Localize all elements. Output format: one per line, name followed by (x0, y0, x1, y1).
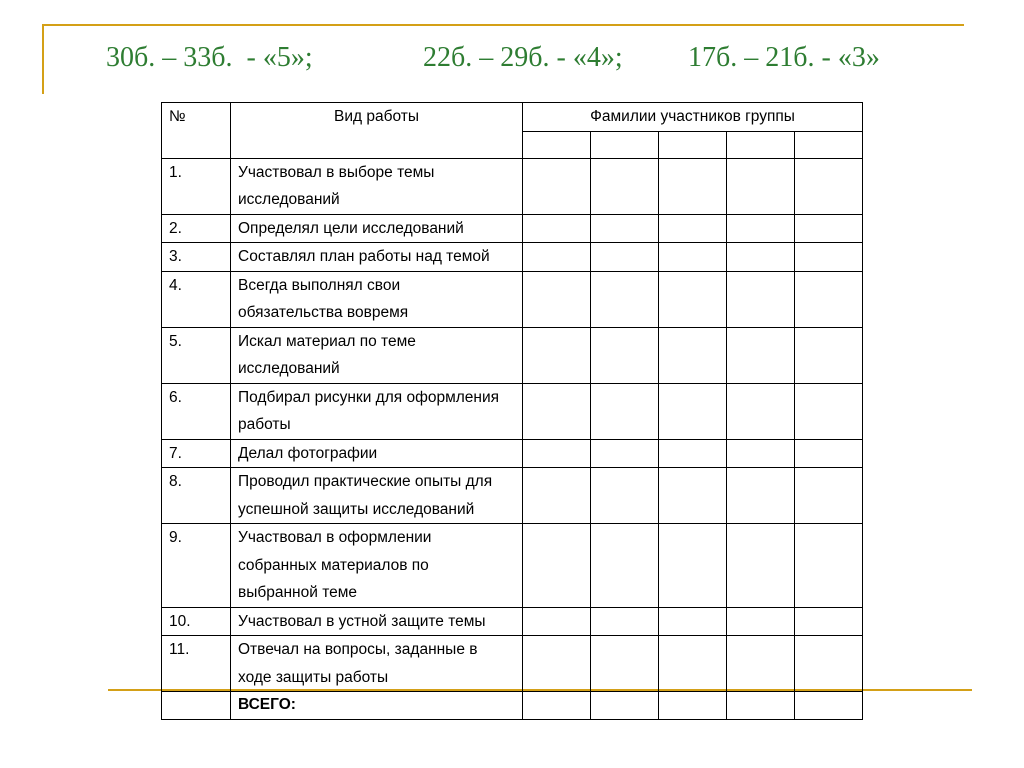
table-row (162, 636, 863, 692)
score-cell[interactable] (727, 158, 795, 214)
work-type-text: Подбирал рисунки для оформления (238, 388, 500, 406)
score-cell[interactable] (523, 383, 591, 439)
score-cell[interactable] (795, 383, 863, 439)
score-cell[interactable] (523, 243, 591, 272)
row-number: 3. (162, 243, 231, 272)
participant-name-cell[interactable] (795, 131, 863, 158)
participant-name-cell[interactable] (523, 131, 591, 158)
score-cell[interactable] (727, 439, 795, 468)
score-cell[interactable] (523, 468, 591, 524)
work-type-cell (231, 271, 523, 327)
score-cell[interactable] (795, 327, 863, 383)
work-type-cell (231, 243, 523, 272)
score-cell[interactable] (795, 607, 863, 636)
score-cell[interactable] (659, 439, 727, 468)
table-row (162, 214, 863, 243)
score-cell[interactable] (523, 607, 591, 636)
table-row (162, 243, 863, 272)
total-score-cell[interactable] (591, 692, 659, 720)
participant-name-cell[interactable] (659, 131, 727, 158)
grading-scale-title (0, 42, 1024, 82)
total-row (162, 692, 863, 720)
grade-4-range: 22б. – 29б. - «4»; (423, 42, 623, 73)
total-num-cell (162, 692, 231, 720)
row-number: 7. (162, 439, 231, 468)
score-cell[interactable] (659, 271, 727, 327)
score-cell[interactable] (591, 383, 659, 439)
score-cell[interactable] (795, 158, 863, 214)
work-type-cell (231, 607, 523, 636)
work-type-cell (231, 158, 523, 214)
score-cell[interactable] (659, 158, 727, 214)
row-number: 4. (162, 271, 231, 327)
row-number: 8. (162, 468, 231, 524)
header-work-type: Вид работы (231, 103, 523, 159)
work-type-text: исследований (238, 360, 340, 377)
work-type-text: выбранной теме (238, 584, 358, 601)
score-cell[interactable] (795, 439, 863, 468)
score-cell[interactable] (659, 468, 727, 524)
score-cell[interactable] (727, 636, 795, 692)
score-cell[interactable] (659, 607, 727, 636)
work-type-text: собранных материалов по (238, 556, 429, 574)
work-type-text: Участвовал в устной защите темы (238, 612, 486, 630)
total-label: ВСЕГО: (231, 692, 523, 720)
score-cell[interactable] (591, 243, 659, 272)
score-cell[interactable] (727, 327, 795, 383)
work-type-text: Определял цели исследований (238, 219, 464, 237)
score-cell[interactable] (659, 383, 727, 439)
table-row (162, 524, 863, 608)
header-num: № (162, 103, 231, 159)
table-row (162, 271, 863, 327)
score-cell[interactable] (795, 524, 863, 608)
score-cell[interactable] (523, 327, 591, 383)
work-type-text: Отвечал на вопросы, заданные в (238, 641, 478, 658)
score-cell[interactable] (659, 214, 727, 243)
score-cell[interactable] (727, 524, 795, 608)
score-cell[interactable] (659, 636, 727, 692)
work-type-text: ходе защиты работы (238, 668, 389, 686)
score-cell[interactable] (727, 243, 795, 272)
table-row (162, 158, 863, 214)
score-cell[interactable] (523, 439, 591, 468)
work-type-text: успешной защиты исследований (238, 500, 475, 518)
work-type-text: Составлял план работы над темой (238, 248, 490, 265)
score-cell[interactable] (591, 271, 659, 327)
grade-5-range: 30б. – 33б. - «5»; (106, 42, 313, 73)
work-type-text: Проводил практические опыты для (238, 473, 493, 490)
score-cell[interactable] (659, 243, 727, 272)
score-cell[interactable] (795, 271, 863, 327)
work-type-cell (231, 439, 523, 468)
frame-top-line (42, 24, 964, 26)
work-type-cell (231, 383, 523, 439)
work-type-text: Всегда выполнял свои (238, 276, 401, 294)
score-cell[interactable] (591, 158, 659, 214)
work-type-cell (231, 468, 523, 524)
total-score-cell[interactable] (523, 692, 591, 720)
work-type-text: работы (238, 416, 291, 433)
score-cell[interactable] (795, 243, 863, 272)
score-cell[interactable] (523, 524, 591, 608)
score-cell[interactable] (727, 383, 795, 439)
row-number: 11. (162, 636, 231, 692)
score-cell[interactable] (591, 327, 659, 383)
total-score-cell[interactable] (659, 692, 727, 720)
row-number: 2. (162, 214, 231, 243)
total-score-cell[interactable] (795, 692, 863, 720)
participant-name-cell[interactable] (727, 131, 795, 158)
table-row (162, 607, 863, 636)
table-row (162, 439, 863, 468)
score-cell[interactable] (523, 636, 591, 692)
score-cell[interactable] (523, 214, 591, 243)
row-number: 10. (162, 607, 231, 636)
score-cell[interactable] (795, 636, 863, 692)
row-number: 1. (162, 158, 231, 214)
evaluation-table (161, 102, 863, 720)
work-type-text: Делал фотографии (238, 444, 378, 462)
row-number: 5. (162, 327, 231, 383)
score-cell[interactable] (591, 439, 659, 468)
score-cell[interactable] (591, 607, 659, 636)
table-row (162, 383, 863, 439)
score-cell[interactable] (795, 468, 863, 524)
score-cell[interactable] (659, 524, 727, 608)
score-cell[interactable] (591, 214, 659, 243)
participant-name-cell[interactable] (591, 131, 659, 158)
score-cell[interactable] (795, 214, 863, 243)
score-cell[interactable] (727, 468, 795, 524)
table-row (162, 468, 863, 524)
work-type-cell (231, 214, 523, 243)
work-type-cell (231, 524, 523, 608)
header-row (162, 103, 863, 132)
score-cell[interactable] (659, 327, 727, 383)
row-number: 6. (162, 383, 231, 439)
score-cell[interactable] (727, 271, 795, 327)
score-cell[interactable] (523, 271, 591, 327)
grade-3-range: 17б. – 21б. - «3» (688, 42, 880, 73)
score-cell[interactable] (727, 607, 795, 636)
score-cell[interactable] (727, 214, 795, 243)
score-cell[interactable] (591, 524, 659, 608)
row-number: 9. (162, 524, 231, 608)
work-type-text: Искал материал по теме (238, 332, 416, 350)
work-type-cell (231, 327, 523, 383)
score-cell[interactable] (523, 158, 591, 214)
work-type-text: Участвовал в оформлении (238, 529, 432, 546)
work-type-cell (231, 636, 523, 692)
table-row (162, 327, 863, 383)
score-cell[interactable] (591, 636, 659, 692)
total-score-cell[interactable] (727, 692, 795, 720)
work-type-text: обязательства вовремя (238, 304, 409, 321)
header-participants: Фамилии участников группы (523, 103, 863, 132)
score-cell[interactable] (591, 468, 659, 524)
work-type-text: Участвовал в выборе темы (238, 163, 435, 181)
work-type-text: исследований (238, 191, 340, 208)
